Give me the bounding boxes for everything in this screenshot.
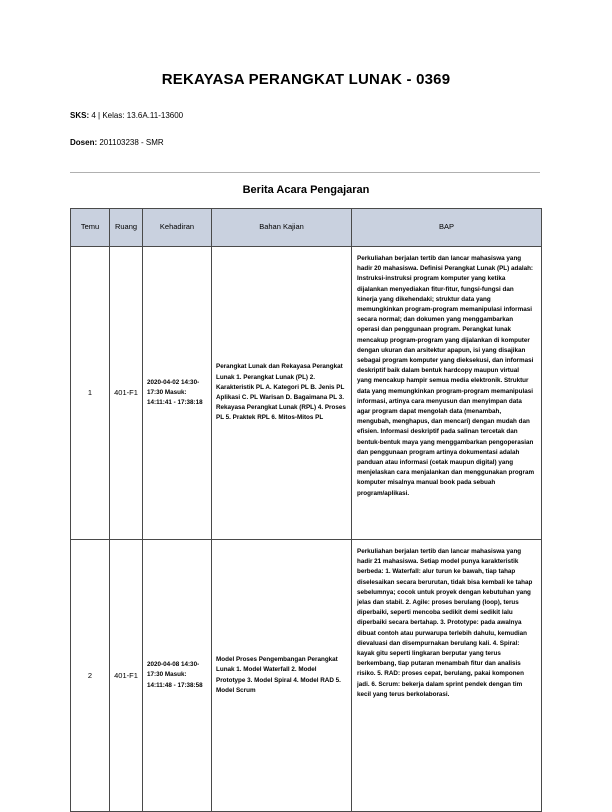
cell-kehadiran: 2020-04-02 14:30-17:30 Masuk: 14:11:41 - 17:38:18 xyxy=(143,247,212,540)
sks-value: 4 | Kelas: 13.6A.11-13600 xyxy=(91,111,184,120)
header-kehadiran: Kehadiran xyxy=(143,209,212,247)
teaching-report-table xyxy=(70,208,542,812)
course-lecturer xyxy=(70,138,164,147)
cell-temu: 2 xyxy=(71,540,110,812)
bap-text: Perkuliahan berjalan tertib dan lancar mahasiswa yang hadir 21 mahasiswa. Setiap model punya karakteristik berbeda: 1. Waterfall: alur turun ke bawah, tiap tahap diselesaikan secara berurutan, tidak bisa kembali ke tahap sebelumnya; cocok untuk proyek dengan kebutuhan yang jelas dan stabil. 2. Agile: proses berulang (loop), terus diperbaiki, seperti mencoba sedikit demi sedikit lalu diperbaiki secara bertahap. 3. Prototype: pada awalnya dibuat contoh atau purwarupa terlebih dahulu, kemudian dievaluasi dan disempurnakan berulang kali. 4. Spiral: kayak gitu seperti lingkaran berputar yang terus berkembang, tiap putaran menambah fitur dan analisis risiko. 5. RAD: proses cepat, berulang, pakai komponen jadi. 6. Scrum: bekerja dalam sprint pendek dengan tim kecil yang terus berkolaborasi. xyxy=(357,548,533,698)
cell-bahan-kajian: Perangkat Lunak dan Rekayasa Perangkat Lunak 1. Perangkat Lunak (PL) 2. Karakteristik PL A. Kategori PL B. Jenis PL Aplikasi C. PL Warisan D. Bagaimana PL 3. Rekayasa Perangkat Lunak (RPL) 4. Proses PL 5. Praktek RPL 6. Mitos-Mitos PL xyxy=(212,247,352,540)
divider xyxy=(70,172,540,173)
sks-label: SKS: xyxy=(70,111,90,120)
cell-bap xyxy=(352,540,542,812)
course-sks-class xyxy=(70,111,183,120)
cell-kehadiran: 2020-04-08 14:30-17:30 Masuk: 14:11:48 - 17:38:58 xyxy=(143,540,212,812)
table-header-row xyxy=(71,209,542,247)
dosen-value: 201103238 - SMR xyxy=(99,138,164,147)
section-title: Berita Acara Pengajaran xyxy=(242,184,370,196)
header-bap: BAP xyxy=(352,209,542,247)
cell-ruang: 401-F1 xyxy=(110,540,143,812)
table-row xyxy=(71,540,542,812)
cell-temu: 1 xyxy=(71,247,110,540)
bap-text: Perkuliahan berjalan tertib dan lancar mahasiswa yang hadir 20 mahasiswa. Definisi Perangkat Lunak (PL) adalah: Instruksi-instruksi program komputer yang ketika dijalankan menyediakan fitur-fitur, fungsi-fungsi dan kinerja yang dikehendaki; struktur data yang memungkinkan program-program memanipulasi informasi secara normal; dan dokumen yang menggambarkan operasi dan penggunaan program. Perangkat lunak mencakup program-program yang dijalankan di komputer dengan ukuran dan arsitektur apapun, isi yang disajikan sebagai program komputer yang dieksekusi, dan informasi deskriptif baik dalam bentuk hardcopy maupun virtual yang mencakup hampir semua media elektronik. Struktur data yang memungkinkan program-program memanipulasi informasi, artinya cara menyusun dan menyimpan data agar program dapat mengolah data (menambah, mengubah, menghapus, dan mencari) dengan mudah dan efisien. Informasi deskriptif pada salinan tercetak dan bentuk-bentuk maya yang menggambarkan pengoperasian dan penggunaan program artinya dokumentasi adalah panduan atau informasi (cetak maupun digital) yang menjelaskan cara menjalankan dan menggunakan program komputer misalnya manual book pada sebuah program/aplikasi. xyxy=(357,255,535,497)
table-row xyxy=(71,247,542,540)
header-temu: Temu xyxy=(71,209,110,247)
header-ruang: Ruang xyxy=(110,209,143,247)
cell-bap xyxy=(352,247,542,540)
cell-bahan-kajian: Model Proses Pengembangan Perangkat Lunak 1. Model Waterfall 2. Model Prototype 3. Model Spiral 4. Model RAD 5. Model Scrum xyxy=(212,540,352,812)
header-bahan-kajian: Bahan Kajian xyxy=(212,209,352,247)
dosen-label: Dosen: xyxy=(70,138,98,147)
course-title: REKAYASA PERANGKAT LUNAK - 0369 xyxy=(161,71,451,88)
cell-ruang: 401-F1 xyxy=(110,247,143,540)
